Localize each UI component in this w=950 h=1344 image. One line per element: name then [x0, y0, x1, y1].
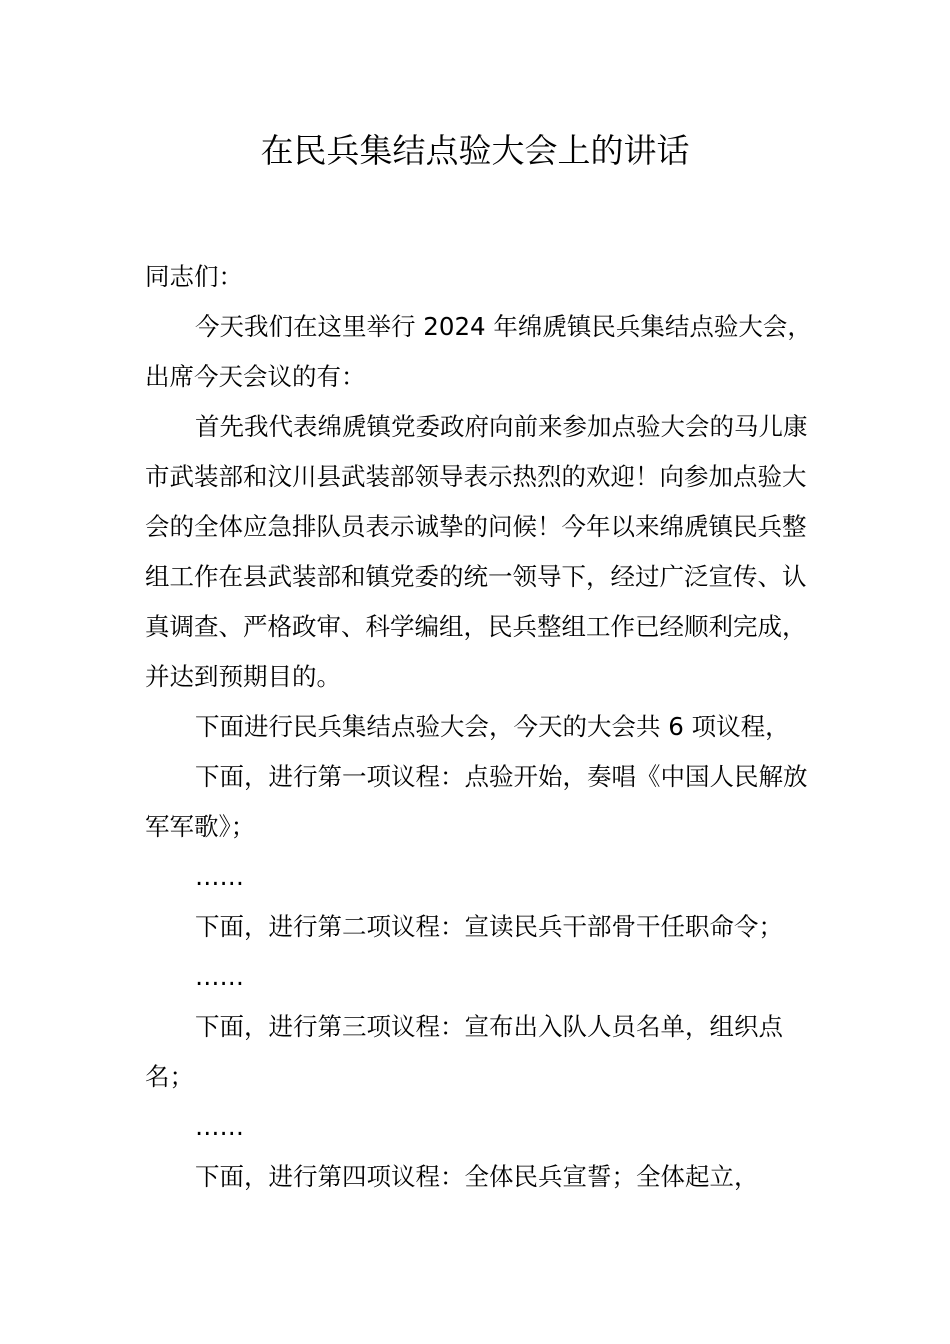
paragraph-agenda-item-4: 下面，进行第四项议程：全体民兵宣誓；全体起立，	[195, 1162, 759, 1191]
ellipsis-3: ……	[195, 1112, 244, 1141]
paragraph-agenda-intro: 下面进行民兵集结点验大会，今天的大会共 6 项议程，	[195, 712, 790, 741]
paragraph-welcome: 首先我代表绵虒镇党委政府向前来参加点验大会的马儿康市武装部和汶川县武装部领导表示热烈的欢迎！向参加点验大会的全体应急排队员表示诚挚的问候！今年以来绵虒镇民兵整组工作在县武装部和镇党委的统一领导下，经过广泛宣传、认真调查、严格政审、科学编组，民兵整组工作已经顺利完成，并达到预期目的。	[145, 412, 808, 691]
paragraph-opening: 今天我们在这里举行 2024 年绵虒镇民兵集结点验大会，出席今天会议的有：	[145, 312, 812, 391]
document-body	[145, 252, 830, 1202]
paragraph-agenda-item-2: 下面，进行第二项议程：宣读民兵干部骨干任职命令；	[195, 912, 783, 941]
paragraph-agenda-item-3: 下面，进行第三项议程：宣布出入队人员名单，组织点名；	[145, 1012, 783, 1091]
ellipsis-2: ……	[195, 962, 244, 991]
ellipsis-1: ……	[195, 862, 244, 891]
paragraph-agenda-item-1: 下面，进行第一项议程：点验开始，奏唱《中国人民解放军军歌》；	[145, 762, 808, 841]
salutation: 同志们：	[145, 262, 243, 291]
document-title: 在民兵集结点验大会上的讲话	[260, 131, 690, 170]
